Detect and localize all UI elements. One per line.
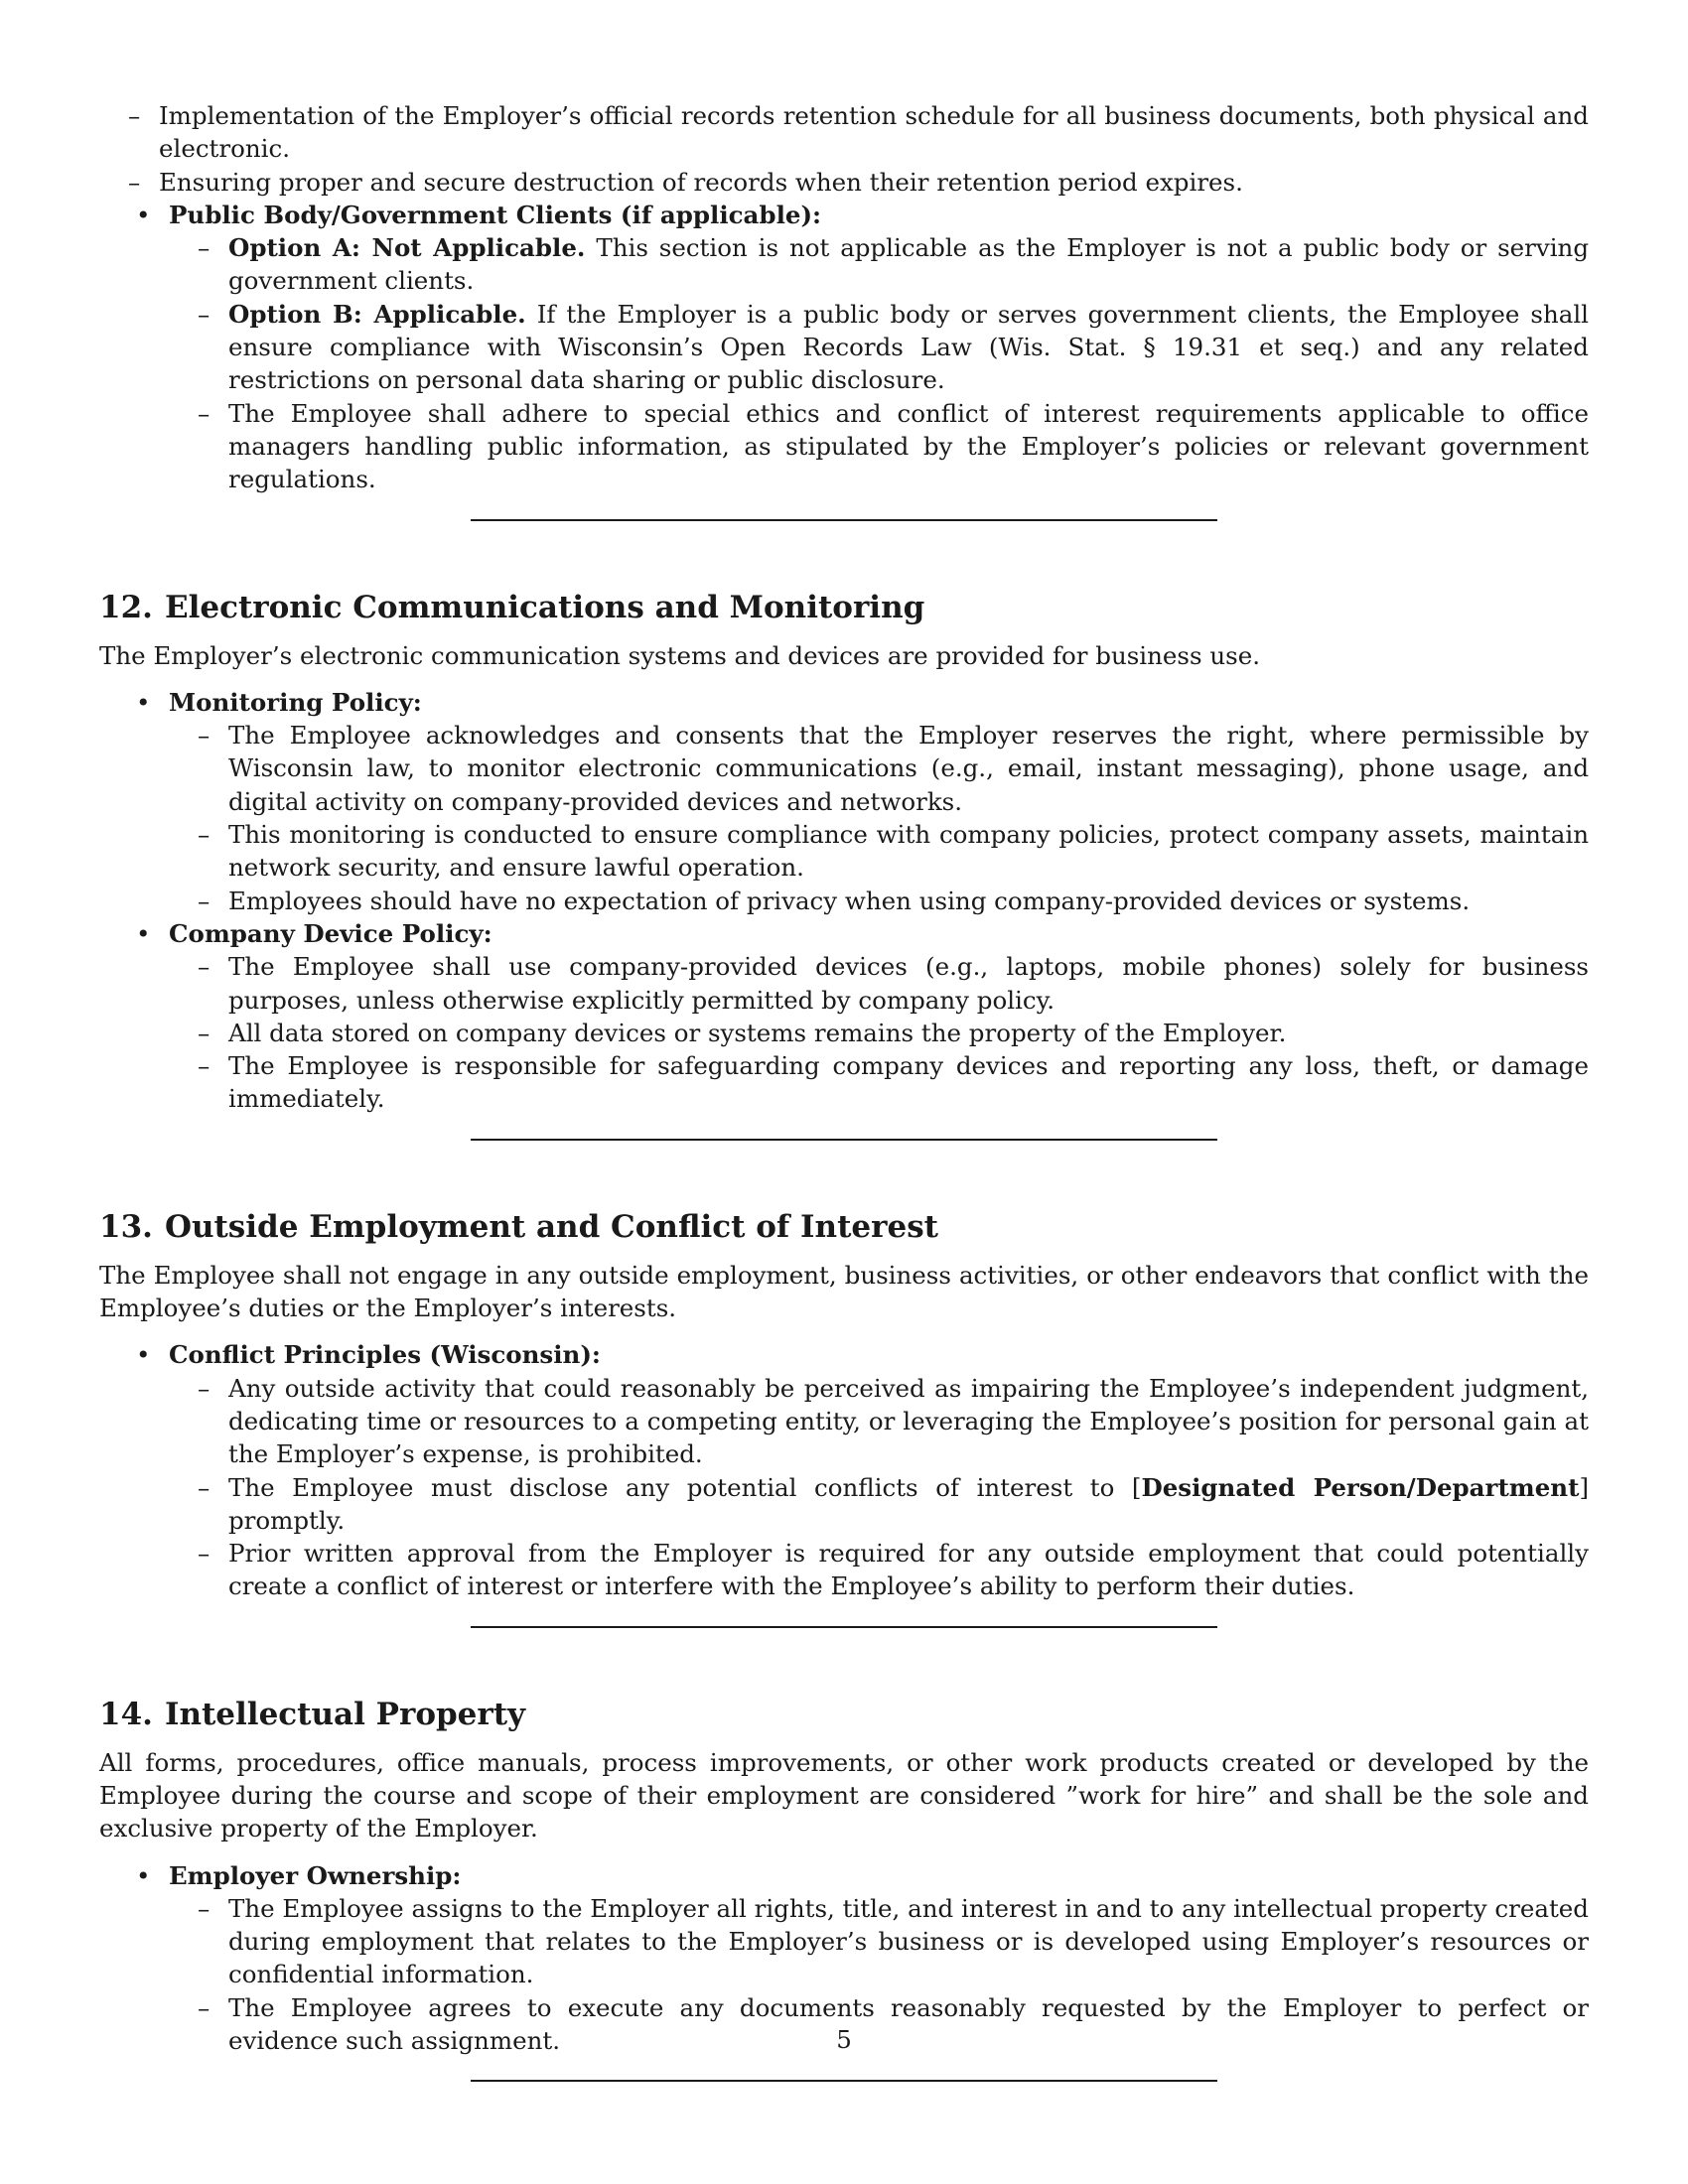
records-retention-list	[99, 99, 1589, 199]
list-item: – Implementation of the Employer’s official records retention schedule for all business documents, both physical and electronic.	[128, 101, 1589, 164]
bullet: •	[136, 1340, 151, 1370]
list-item: – Option A: Not Applicable. This section is not applicable as the Employer is not a public body or serving government clients.	[198, 233, 1589, 296]
subsection-heading: Public Body/Government Clients (if applicable):	[169, 200, 822, 229]
page-content	[99, 99, 1589, 2122]
section-heading-14: 14. Intellectual Property	[99, 1696, 526, 1732]
list-item: – The Employee is responsible for safeguarding company devices and reporting any loss, theft, or damage immediately.	[198, 1051, 1589, 1114]
bullet: •	[136, 687, 151, 717]
subsection-heading: Monitoring Policy:	[169, 687, 422, 717]
list-item: – Employees should have no expectation of privacy when using company-provided devices or systems.	[198, 886, 1471, 915]
list-item: – The Employee acknowledges and consents that the Employer reserves the right, where permissible by Wisconsin law, to monitor electronic communications (e.g., email, instant messaging), phone usage, and digital activity on company-provided devices and networks.	[198, 721, 1589, 816]
section-heading-12: 12. Electronic Communications and Monitoring	[99, 589, 925, 625]
section-intro: The Employer’s electronic communication systems and devices are provided for business use.	[99, 640, 1260, 670]
list-item-public-body	[99, 199, 1589, 496]
list-item-monitoring-policy	[99, 686, 1589, 917]
section-intro: All forms, procedures, office manuals, process improvements, or other work products created or developed by the Employee during the course and scope of their employment are considered ”work for hire” and shall be the sole and exclusive property of the Employer.	[99, 1747, 1589, 1843]
list-item: – This monitoring is conducted to ensure compliance with company policies, protect company assets, maintain network security, and ensure lawful operation.	[198, 820, 1589, 883]
section-divider	[99, 1116, 1589, 1181]
placeholder-designated-person: Designated Person/Department	[1141, 1472, 1580, 1502]
list-item: – Any outside activity that could reasonably be perceived as impairing the Employee’s independent judgment, dedicating time or resources to a competing entity, or leveraging the Employee’s position for personal gain at the Employer’s expense, is prohibited.	[198, 1373, 1589, 1469]
section-divider	[99, 1603, 1589, 1669]
list-item: – The Employee assigns to the Employer all rights, title, and interest in and to any intellectual property created during employment that relates to the Employer’s business or is developed using Employer’s resources or confidential information.	[198, 1893, 1589, 1989]
subsection-heading: Employer Ownership:	[169, 1860, 462, 1890]
list-item: – Option B: Applicable. If the Employer is a public body or serves government clients, the Employee shall ensure compliance with Wisconsin’s Open Records Law (Wis. Stat. § 19.31 et seq.) and any related restrictions on personal data sharing or public disclosure.	[198, 299, 1590, 395]
bullet: •	[136, 918, 151, 948]
subsection-heading: Conflict Principles (Wisconsin):	[169, 1340, 601, 1370]
page-number: 5	[836, 2025, 852, 2054]
section-heading-13: 13. Outside Employment and Conflict of Interest	[99, 1208, 938, 1245]
list-item: – The Employee shall adhere to special ethics and conflict of interest requirements applicable to office managers handling public information, as stipulated by the Employer’s policies or relevant government regulations.	[198, 398, 1589, 494]
list-item: – The Employee agrees to execute any documents reasonably requested by the Employer to perfect or evidence such assignment.	[198, 1992, 1589, 2056]
public-body-list	[99, 199, 1589, 496]
list-item-device-policy	[99, 917, 1589, 1116]
section-divider	[99, 496, 1589, 562]
list-item: – The Employee must disclose any potential conflicts of interest to [Designated Person/Department] promptly.	[198, 1472, 1589, 1535]
section-intro: The Employee shall not engage in any outside employment, business activities, or other endeavors that conflict with the Employee’s duties or the Employer’s interests.	[99, 1260, 1589, 1323]
bullet: •	[136, 1860, 151, 1890]
subsection-heading: Company Device Policy:	[169, 918, 492, 948]
list-item-conflict-principles	[99, 1338, 1589, 1602]
list-item: – The Employee shall use company-provided devices (e.g., laptops, mobile phones) solely for business purposes, unless otherwise explicitly permitted by company policy.	[198, 952, 1589, 1015]
section-divider	[99, 2057, 1589, 2122]
list-item: – Ensuring proper and secure destruction of records when their retention period expires.	[128, 167, 1243, 197]
bullet: •	[136, 200, 151, 229]
list-item: – Prior written approval from the Employer is required for any outside employment that could potentially create a conflict of interest or interfere with the Employee’s ability to perform their duties.	[198, 1539, 1589, 1601]
list-item: – All data stored on company devices or systems remains the property of the Employer.	[198, 1018, 1287, 1047]
